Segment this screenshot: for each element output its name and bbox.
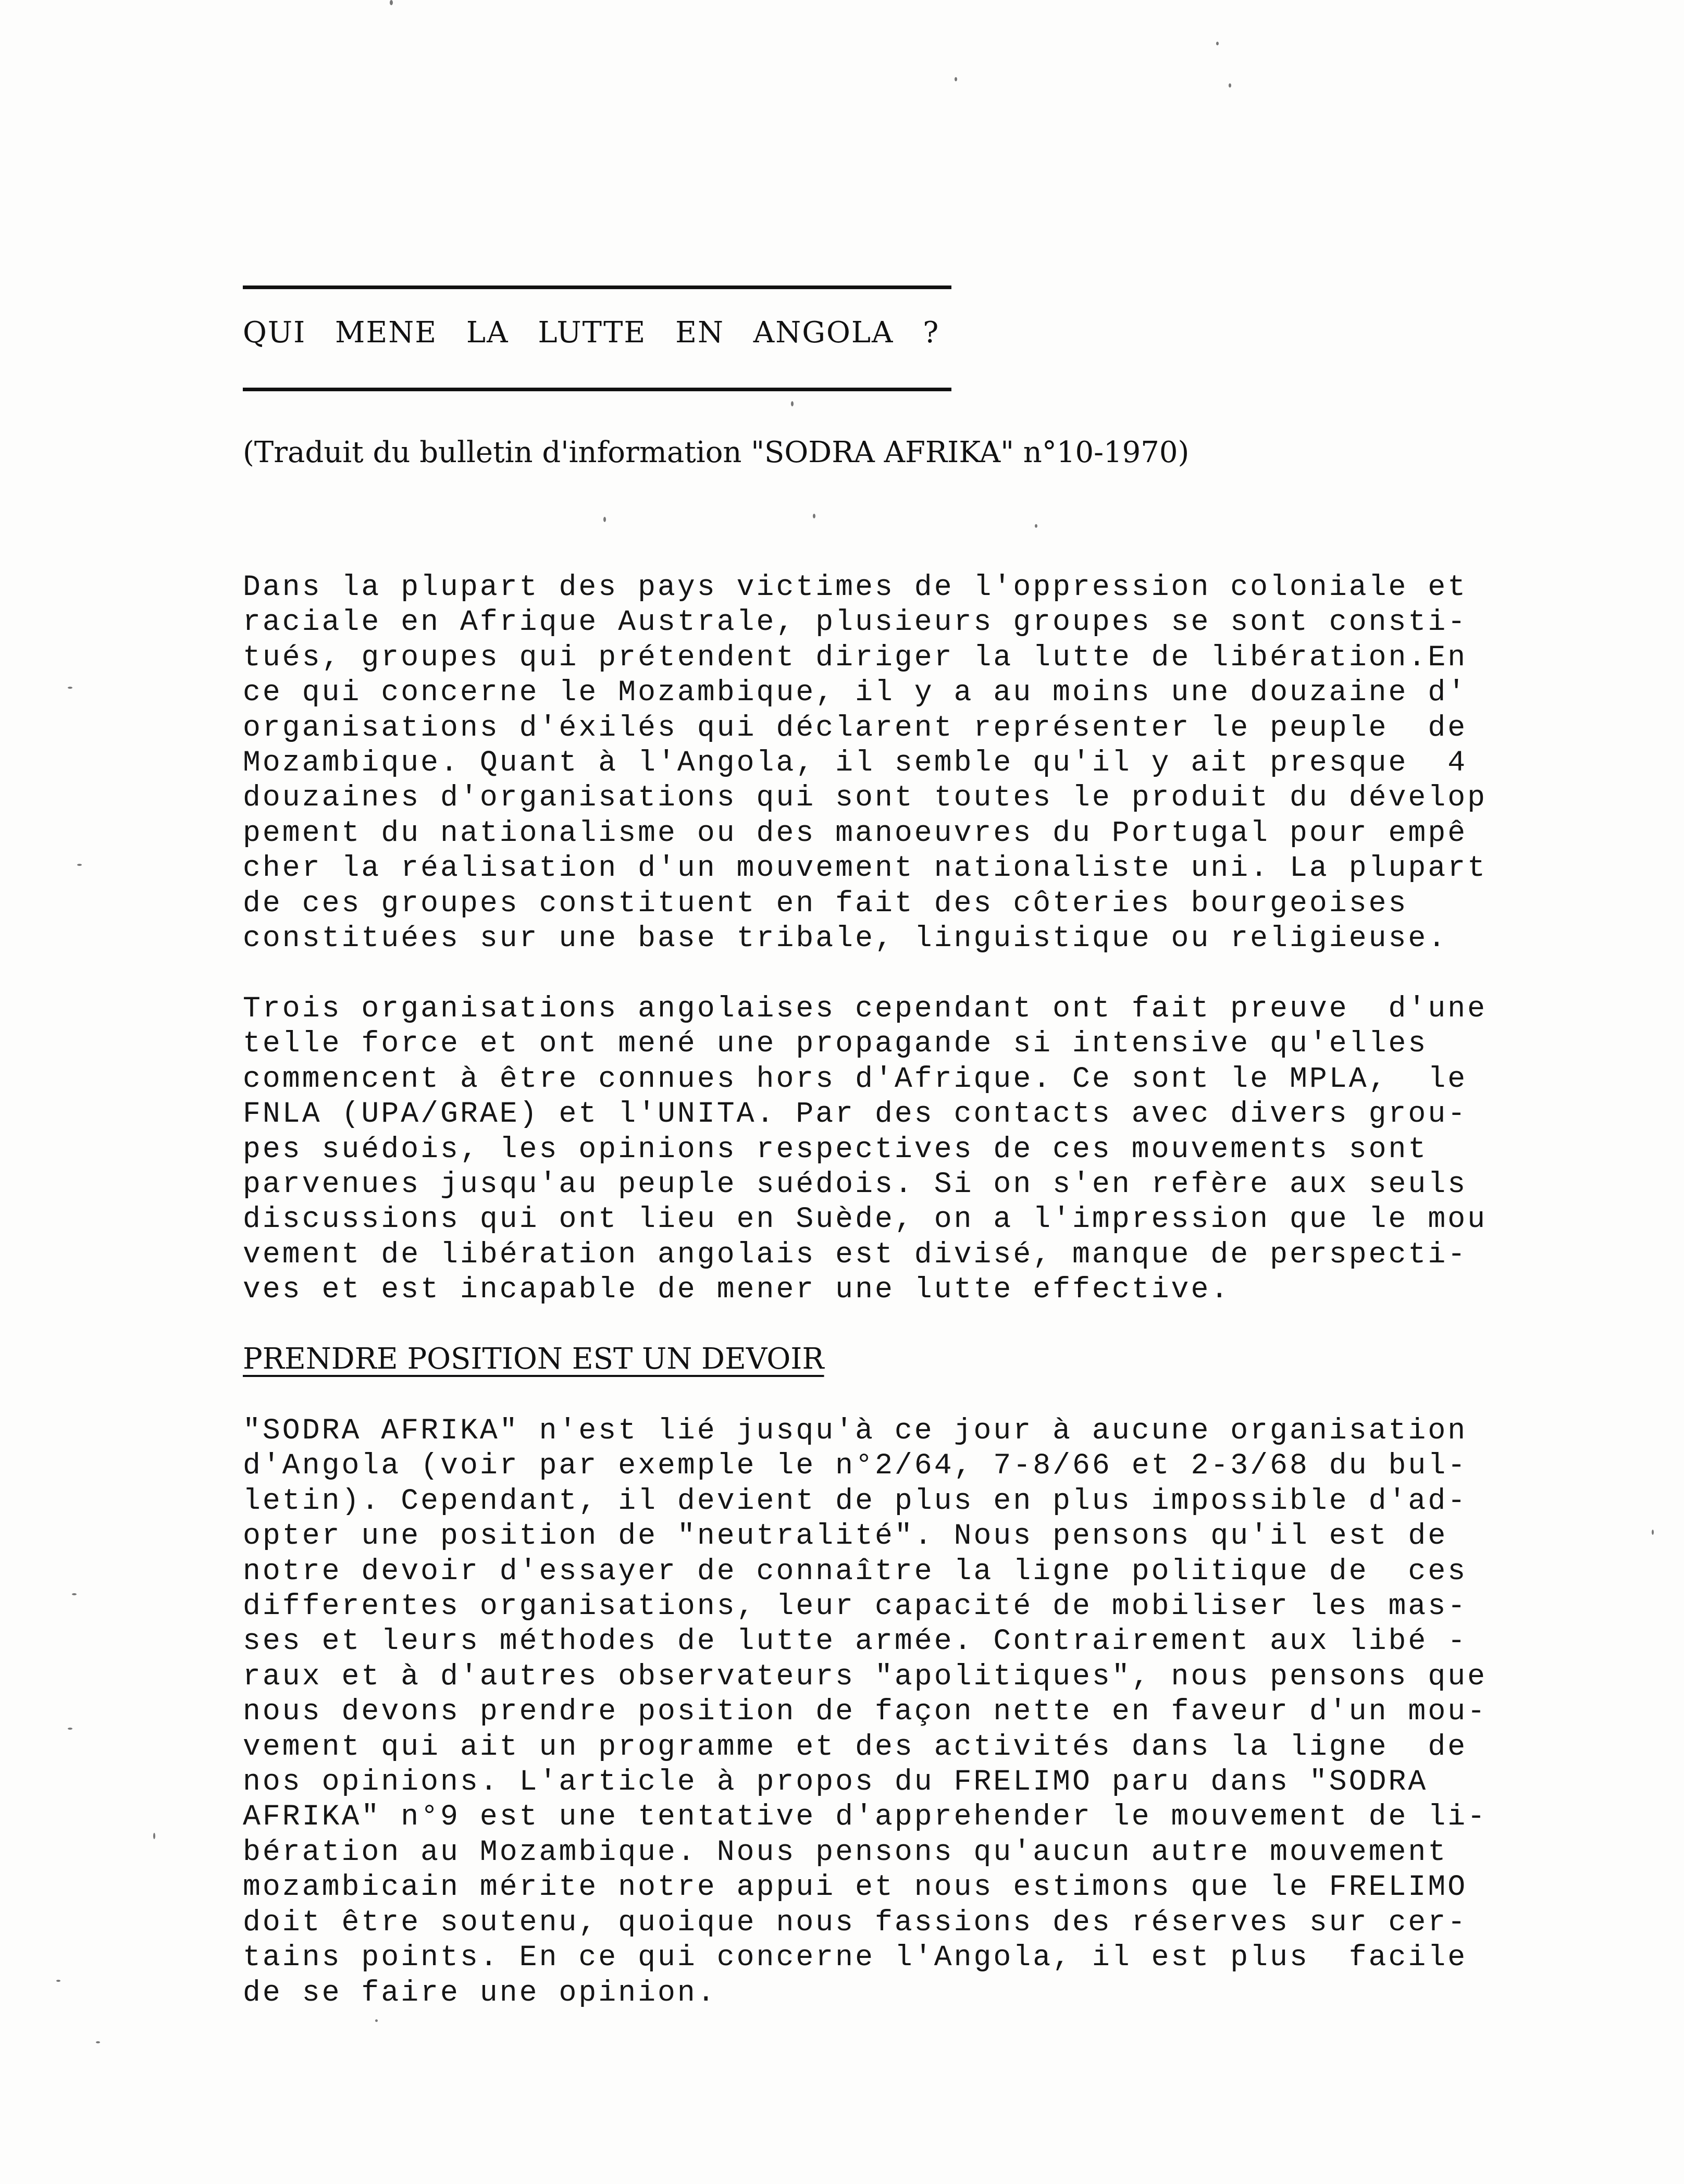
scan-speck [375, 2019, 378, 2022]
title-top-rule [243, 286, 951, 289]
scan-speck [791, 401, 794, 406]
paragraph-3: "SODRA AFRIKA" n'est lié jusqu'à ce jour à aucune organisation d'Angola (voir par exemple le n°2/64, 7-8/66 et 2-3/68 du bul- letin). Cependant, il devient de plus en plus impossible d'ad- opter une position de "neutralité". Nous pensons qu'il est de notre devoir d'essayer de connaître la ligne politique de ces differentes organisations, leur capacité de mobiliser les mas- ses et leurs méthodes de lutte armée. Contrairement aux libé - raux et à d'autres observateurs "apolitiques", nous pensons que nous devons prendre position de façon nette en faveur d'un mou- vement qui ait un programme et des activités dans la ligne de nos opinions. L'article à propos du FRELIMO paru dans "SODRA AFRIKA" n°9 est une tentative d'apprehender le mouvement de li- bération au Mozambique. Nous pensons qu'aucun autre mouvement mozambicain mérite notre appui et nous estimons que le FRELIMO doit être soutenu, quoique nous fassions des réserves sur cer- tains points. En ce qui concerne l'Angola, il est plus facile de se faire une opinion. [243, 1414, 1488, 2009]
paragraph-1: Dans la plupart des pays victimes de l'oppression coloniale et raciale en Afrique Australe, plusieurs groupes se sont consti- tués, groupes qui prétendent diriger la lutte de libération.En ce qui concerne le Mozambique, il y a au moins une douzaine d' organisations d'éxilés qui déclarent représenter le peuple de Mozambique. Quant à l'Angola, il semble qu'il y ait presque 4 douzaines d'organisations qui sont toutes le produit du dévelop pement du nationalisme ou des manoeuvres du Portugal pour empê cher la réalisation d'un mouvement nationaliste uni. La plupart de ces groupes constituent en fait des côteries bourgeoises constituées sur une base tribale, linguistique ou religieuse. [243, 570, 1488, 955]
scan-speck [1652, 1530, 1654, 1535]
scan-speck [1035, 524, 1037, 528]
title-bottom-rule [243, 388, 951, 391]
scan-speck [77, 864, 82, 866]
section-heading: PRENDRE POSITION EST UN DEVOIR [243, 1342, 824, 1376]
scan-speck [955, 77, 957, 81]
scan-speck [68, 1728, 72, 1730]
scan-speck [153, 1833, 155, 1839]
paragraph-2: Trois organisations angolaises cependant ont fait preuve d'une telle force et ont mené une propagande si intensive qu'elles commencent à être connues hors d'Afrique. Ce sont le MPLA, le FNLA (UPA/GRAE) et l'UNITA. Par des contacts avec divers grou- pes suédois, les opinions respectives de ces mouvements sont parvenues jusqu'au peuple suédois. Si on s'en refère aux seuls discussions qui ont lieu en Suède, on a l'impression que le mou vement de libération angolais est divisé, manque de perspecti- ves et est incapable de mener une lutte effective. [243, 992, 1488, 1307]
page-title: QUI MENE LA LUTTE EN ANGOLA ? [243, 316, 940, 350]
source-note: (Traduit du bulletin d'information "SODRA AFRIKA" n°10-1970) [243, 436, 1190, 469]
scan-speck [56, 1980, 60, 1982]
scan-speck [72, 1593, 77, 1595]
scan-speck [96, 2041, 100, 2043]
scan-speck [813, 514, 815, 518]
scan-speck [1216, 42, 1219, 45]
scan-speck [68, 687, 72, 689]
scan-speck [390, 0, 393, 5]
scan-speck [603, 517, 606, 522]
scan-speck [1229, 83, 1231, 88]
